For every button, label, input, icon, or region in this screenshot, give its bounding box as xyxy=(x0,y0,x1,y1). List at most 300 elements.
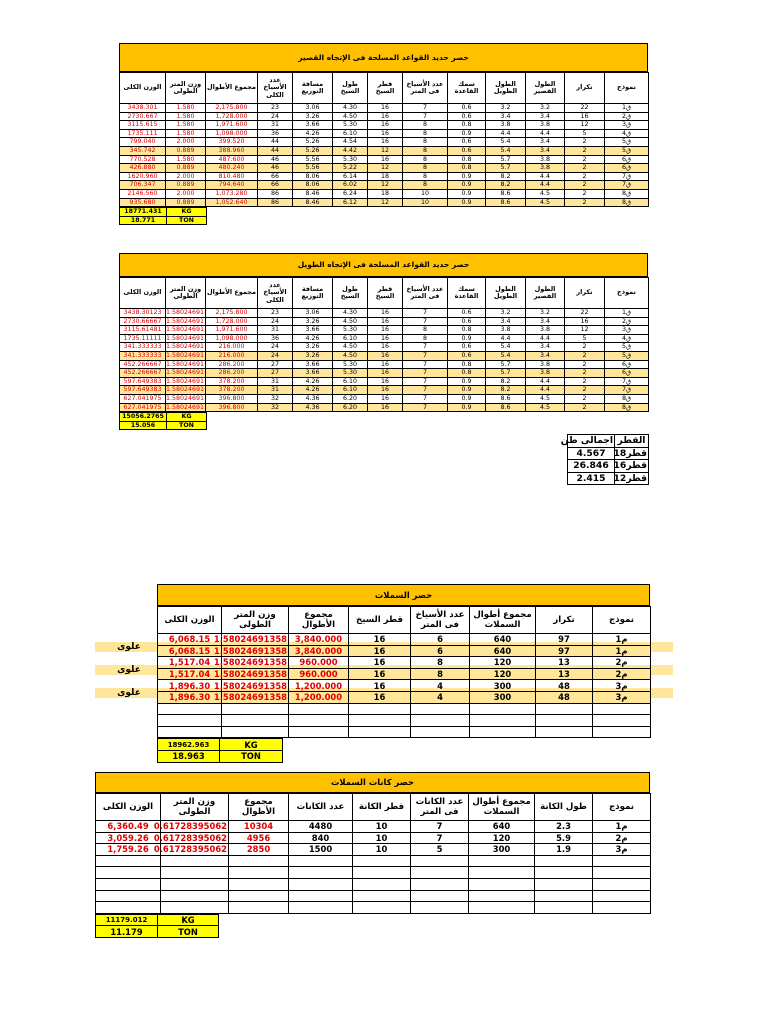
table-cell: 0.889 xyxy=(166,181,206,190)
table-cell: 2.000 xyxy=(166,189,206,198)
empty-cell xyxy=(469,867,535,879)
column-header: مجموع أطوال السملات xyxy=(469,794,535,821)
table-cell: 8 xyxy=(403,164,448,173)
table-cell: 0.8 xyxy=(448,360,486,369)
stirrups-title: حصر كانات السملات xyxy=(95,772,650,793)
table-cell: 16 xyxy=(349,657,411,669)
table-cell: 452.266667 xyxy=(120,369,166,378)
table-cell: 640 xyxy=(470,645,536,657)
table-cell: 4.50 xyxy=(333,343,368,352)
empty-cell xyxy=(229,867,289,879)
empty-cell xyxy=(96,867,161,879)
table-cell: 4.36 xyxy=(293,394,333,403)
short-direction-table xyxy=(119,72,649,207)
table-cell: 1,052.640 xyxy=(206,198,258,207)
table-cell: 6.10 xyxy=(333,386,368,395)
table-cell: 4.30 xyxy=(333,309,368,318)
table-cell: ق7 xyxy=(605,377,649,386)
table-row xyxy=(120,377,649,386)
table-cell: 3,840.000 xyxy=(289,634,349,646)
table-row xyxy=(120,155,649,164)
table-cell: 23 xyxy=(258,104,293,113)
long-direction-table xyxy=(119,277,649,412)
column-header: الطول الطويل xyxy=(486,278,526,309)
table-cell: 960.000 xyxy=(289,657,349,669)
table-cell: 5.7 xyxy=(486,360,526,369)
table-cell: 8 xyxy=(403,326,448,335)
table-cell: 300 xyxy=(470,680,536,692)
column-header: عدد الأسياخ فى المتر xyxy=(403,278,448,309)
table-cell: ق6 xyxy=(605,360,649,369)
short-direction-title: حصر حديد القواعد المسلحة فى الإتجاه القصير xyxy=(119,43,648,72)
column-header: مجموع الأطوال xyxy=(229,794,289,821)
table-cell: 1,759.26 xyxy=(96,844,161,856)
table-cell: 1.58024691358 xyxy=(213,634,287,645)
table-cell: ق6 xyxy=(605,155,649,164)
table-cell: 32 xyxy=(258,403,293,412)
table-cell: 627.041975 xyxy=(120,394,166,403)
empty-cell xyxy=(470,703,536,715)
total-kg-value: 18962.963 xyxy=(158,739,220,751)
table-cell: 4.42 xyxy=(333,146,368,155)
table-cell: 5.4 xyxy=(486,146,526,155)
table-row xyxy=(96,821,651,833)
table-cell: 1.58024691358 xyxy=(213,669,287,680)
column-header: سمك القاعدة xyxy=(448,278,486,309)
table-cell: 2.000 xyxy=(166,172,206,181)
table-cell: 7 xyxy=(403,112,448,121)
table-cell: 16 xyxy=(368,360,403,369)
table-cell: 286.200 xyxy=(206,369,258,378)
table-cell: ق8 xyxy=(605,198,649,207)
table-cell: ق6 xyxy=(605,164,649,173)
table-cell: ق8 xyxy=(605,403,649,412)
table-cell: 3.4 xyxy=(486,317,526,326)
table-cell: 8 xyxy=(411,657,470,669)
table-cell: 27 xyxy=(258,360,293,369)
column-header: الوزن الكلى xyxy=(158,607,222,634)
table-cell: 6.20 xyxy=(333,403,368,412)
table-cell: 3.26 xyxy=(293,351,333,360)
empty-cell xyxy=(593,703,651,715)
short-direction-totals xyxy=(119,207,207,225)
column-header: قطر السيخ xyxy=(349,607,411,634)
table-cell: 48 xyxy=(536,680,593,692)
table-cell: 1.580 xyxy=(166,121,206,130)
table-cell: 2 xyxy=(565,181,605,190)
empty-row xyxy=(96,878,651,890)
table-cell: 1.58024691 xyxy=(165,377,204,385)
table-cell: 3,840.000 xyxy=(289,645,349,657)
table-row xyxy=(158,668,651,680)
table-cell: 5.30 xyxy=(333,326,368,335)
table-cell: 1.58024691 xyxy=(165,326,204,334)
table-cell: م2 xyxy=(593,668,651,680)
table-cell: 799.040 xyxy=(120,138,166,147)
table-cell: 16 xyxy=(368,129,403,138)
table-cell: 3438.301 xyxy=(120,104,166,113)
table-cell: 1.58024691 xyxy=(165,309,204,317)
table-cell: 1,896.30 xyxy=(158,680,222,692)
table-cell: 388.960 xyxy=(206,146,258,155)
table-cell: 2.415 xyxy=(568,472,615,485)
table-cell: 2 xyxy=(565,369,605,378)
table-cell: 16 xyxy=(368,343,403,352)
table-cell: 2,175.800 xyxy=(206,104,258,113)
table-cell: 7 xyxy=(403,394,448,403)
table-cell: 46 xyxy=(258,164,293,173)
table-cell: 1.58024691 xyxy=(165,395,204,403)
table-cell: 1,517.04 xyxy=(158,668,222,680)
table-cell: 31 xyxy=(258,121,293,130)
table-cell: 935.680 xyxy=(120,198,166,207)
table-cell: 3.8 xyxy=(526,369,565,378)
table-cell: 8 xyxy=(403,129,448,138)
table-cell: 0.8 xyxy=(448,326,486,335)
table-cell: 487.600 xyxy=(206,155,258,164)
table-cell: 5.56 xyxy=(293,164,333,173)
diameter-summary-table xyxy=(560,434,649,485)
table-cell: 24 xyxy=(258,351,293,360)
table-row xyxy=(120,112,649,121)
table-cell: 31 xyxy=(258,386,293,395)
table-cell: 794.640 xyxy=(206,181,258,190)
empty-cell xyxy=(469,878,535,890)
table-cell: 6.10 xyxy=(333,129,368,138)
empty-cell xyxy=(353,890,411,902)
table-cell: ق5 xyxy=(605,343,649,352)
table-cell: 12 xyxy=(368,146,403,155)
table-cell: 1.58024691358 xyxy=(213,680,287,691)
table-cell: 4.4 xyxy=(486,334,526,343)
table-cell: 341.333333 xyxy=(120,343,166,352)
column-header: مجموع الأطوال xyxy=(289,607,349,634)
column-header: تكرار xyxy=(565,73,605,104)
side-label-top: علوى xyxy=(114,688,144,698)
table-cell: م2 xyxy=(593,657,651,669)
table-cell: 4.50 xyxy=(333,112,368,121)
table-cell: 0.6 xyxy=(448,309,486,318)
table-row xyxy=(158,657,651,669)
table-cell: 960.000 xyxy=(289,668,349,680)
column-header: تكرار xyxy=(565,278,605,309)
table-cell: 66 xyxy=(258,181,293,190)
table-cell: 8.06 xyxy=(293,172,333,181)
total-kg-value: 11179.012 xyxy=(96,914,158,926)
table-cell: 2 xyxy=(565,351,605,360)
table-cell: 3.8 xyxy=(526,326,565,335)
table-cell: 0.6 xyxy=(448,112,486,121)
table-cell: 5.30 xyxy=(333,121,368,130)
empty-cell xyxy=(593,726,651,738)
table-cell: 8.6 xyxy=(486,198,526,207)
table-cell: 4.26 xyxy=(293,377,333,386)
table-cell: 6.10 xyxy=(333,334,368,343)
empty-cell xyxy=(593,867,651,879)
table-cell: 6 xyxy=(411,645,470,657)
table-cell: 7 xyxy=(403,343,448,352)
table-row xyxy=(568,460,649,473)
table-row xyxy=(120,351,649,360)
column-header: نموذج xyxy=(593,607,651,634)
table-row xyxy=(96,832,651,844)
empty-cell xyxy=(161,890,229,902)
empty-cell xyxy=(289,703,349,715)
table-cell: ق3 xyxy=(605,121,649,130)
table-cell: قطر12 xyxy=(613,472,647,484)
table-cell: 3.4 xyxy=(526,351,565,360)
table-row xyxy=(120,386,649,395)
table-cell: 18 xyxy=(368,172,403,181)
table-cell: 3438.30123 xyxy=(120,309,166,318)
empty-cell xyxy=(411,867,469,879)
table-cell: 5.26 xyxy=(293,138,333,147)
table-cell: 4.4 xyxy=(526,172,565,181)
table-cell: 1.580 xyxy=(166,112,206,121)
column-header: الطول القصير xyxy=(526,278,565,309)
table-cell: 5.26 xyxy=(293,146,333,155)
empty-row xyxy=(158,726,651,738)
table-cell: 12 xyxy=(368,164,403,173)
table-cell: 7 xyxy=(403,360,448,369)
column-header: الوزن الكلى xyxy=(120,73,166,104)
empty-cell xyxy=(289,902,353,914)
table-cell: 1,728.000 xyxy=(206,317,258,326)
table-cell: 2730.667 xyxy=(120,112,166,121)
empty-cell xyxy=(96,878,161,890)
table-cell: 16 xyxy=(349,668,411,680)
table-cell: 4.26 xyxy=(293,334,333,343)
table-cell: 4.50 xyxy=(333,351,368,360)
table-cell: 6.14 xyxy=(333,172,368,181)
table-cell: 4.26 xyxy=(293,386,333,395)
table-cell: 10304 xyxy=(229,821,289,833)
table-cell: 2 xyxy=(565,198,605,207)
table-row xyxy=(120,121,649,130)
table-cell: 3115.61481 xyxy=(120,326,166,335)
table-cell: 8.2 xyxy=(486,377,526,386)
table-cell: 3.2 xyxy=(486,104,526,113)
table-cell: 1,098.000 xyxy=(206,129,258,138)
total-kg-value: 15056.2765 xyxy=(120,413,167,422)
table-cell: 452.266667 xyxy=(120,360,166,369)
table-cell: 16 xyxy=(349,645,411,657)
table-cell: 3.66 xyxy=(293,326,333,335)
empty-cell xyxy=(411,890,469,902)
table-cell: 5.7 xyxy=(486,164,526,173)
ton-unit-label: TON xyxy=(220,750,283,762)
table-cell: 1.580 xyxy=(166,155,206,164)
table-cell: 10 xyxy=(353,821,411,833)
table-cell: 3.4 xyxy=(526,138,565,147)
long-direction-totals xyxy=(119,412,207,430)
column-header: طول السيخ xyxy=(333,278,368,309)
stirrups-block xyxy=(95,772,650,938)
total-ton-value: 11.179 xyxy=(96,926,158,938)
table-cell: قطر18 xyxy=(613,447,647,459)
table-cell: 16 xyxy=(368,394,403,403)
empty-cell xyxy=(411,878,469,890)
table-cell: 2 xyxy=(565,403,605,412)
empty-cell xyxy=(593,878,651,890)
table-cell: 2 xyxy=(565,138,605,147)
column-header: قطر الكانة xyxy=(353,794,411,821)
empty-cell xyxy=(535,855,593,867)
table-cell: 4.5 xyxy=(526,394,565,403)
empty-cell xyxy=(411,726,470,738)
empty-cell xyxy=(289,715,349,727)
table-cell: 2146.560 xyxy=(120,189,166,198)
table-cell: 0.9 xyxy=(448,189,486,198)
table-cell: 4.4 xyxy=(486,129,526,138)
table-cell: ق5 xyxy=(605,351,649,360)
table-cell: 2.000 xyxy=(166,138,206,147)
table-cell: 480.240 xyxy=(206,164,258,173)
table-cell: ق8 xyxy=(605,394,649,403)
empty-row xyxy=(158,703,651,715)
table-row xyxy=(120,172,649,181)
table-cell: 6,068.15 xyxy=(158,645,222,657)
table-cell: 8 xyxy=(411,668,470,680)
table-cell: 5.30 xyxy=(333,369,368,378)
table-cell: 2 xyxy=(565,343,605,352)
table-cell: 3.8 xyxy=(486,121,526,130)
table-cell: 3.26 xyxy=(293,112,333,121)
table-row xyxy=(120,403,649,412)
table-cell: 2 xyxy=(565,386,605,395)
column-header: تكرار xyxy=(536,607,593,634)
long-direction-block xyxy=(119,253,648,430)
table-cell: 5.30 xyxy=(333,155,368,164)
empty-cell xyxy=(222,726,289,738)
table-cell: 22 xyxy=(565,309,605,318)
table-cell: 1.58024691 xyxy=(165,386,204,394)
table-cell: 1,200.000 xyxy=(289,680,349,692)
table-cell: 8 xyxy=(403,181,448,190)
table-cell: 6,068.15 xyxy=(158,634,222,646)
table-cell: 286.200 xyxy=(206,360,258,369)
column-header: نموذج xyxy=(605,73,649,104)
column-header: وزن المتر الطولى xyxy=(161,794,229,821)
table-cell: 3.66 xyxy=(293,360,333,369)
table-cell: 396.800 xyxy=(206,394,258,403)
table-row xyxy=(120,138,649,147)
table-cell: 3.8 xyxy=(526,164,565,173)
empty-row xyxy=(96,902,651,914)
table-row xyxy=(120,360,649,369)
table-cell: 8 xyxy=(403,334,448,343)
kg-unit-label: KG xyxy=(220,739,283,751)
table-cell: 7 xyxy=(403,377,448,386)
table-cell: 216.000 xyxy=(206,343,258,352)
table-cell: 4.54 xyxy=(333,138,368,147)
table-cell: 1,517.04 xyxy=(158,657,222,669)
table-cell: 32 xyxy=(258,394,293,403)
table-cell: 7 xyxy=(411,832,469,844)
table-cell: 6.02 xyxy=(333,181,368,190)
table-cell: 1,728.000 xyxy=(206,112,258,121)
table-cell: 16 xyxy=(368,112,403,121)
empty-cell xyxy=(229,878,289,890)
empty-cell xyxy=(593,890,651,902)
table-row xyxy=(120,334,649,343)
table-cell: 12 xyxy=(565,326,605,335)
side-label-top: علوى xyxy=(114,665,144,675)
table-cell: 341.333333 xyxy=(120,351,166,360)
table-cell: 16 xyxy=(368,138,403,147)
table-cell: 1.58024691 xyxy=(165,369,204,377)
empty-row xyxy=(158,715,651,727)
empty-cell xyxy=(289,855,353,867)
header-row xyxy=(120,278,649,309)
table-cell: 16 xyxy=(368,104,403,113)
empty-cell xyxy=(470,715,536,727)
table-cell: م1 xyxy=(593,634,651,646)
empty-cell xyxy=(161,878,229,890)
column-header: اجمالى طن xyxy=(560,435,613,447)
column-header: وزن المتر الطولى xyxy=(166,278,206,309)
table-cell: 5.4 xyxy=(486,138,526,147)
table-cell: 1.58024691 xyxy=(165,343,204,351)
column-header: سمك القاعدة xyxy=(448,73,486,104)
column-header: عدد الكانات xyxy=(289,794,353,821)
table-cell: 0.8 xyxy=(448,164,486,173)
empty-cell xyxy=(289,890,353,902)
table-row xyxy=(120,198,649,207)
table-cell: 840 xyxy=(289,832,353,844)
column-header: عدد الأسياخ فى المتر xyxy=(411,607,470,634)
table-cell: ق2 xyxy=(605,112,649,121)
header-row xyxy=(120,73,649,104)
table-cell: 16 xyxy=(368,369,403,378)
table-cell: 5.56 xyxy=(293,155,333,164)
table-cell: 5.7 xyxy=(486,369,526,378)
empty-cell xyxy=(411,703,470,715)
table-cell: 396.800 xyxy=(206,403,258,412)
table-cell: 378.200 xyxy=(206,386,258,395)
table-cell: ق1 xyxy=(605,309,649,318)
table-cell: 16 xyxy=(368,317,403,326)
column-header: عدد الكانات فى المتر xyxy=(411,794,469,821)
table-cell: 3.8 xyxy=(526,155,565,164)
empty-cell xyxy=(353,867,411,879)
column-header: طول الكانة xyxy=(535,794,593,821)
table-cell: 5.7 xyxy=(486,155,526,164)
stirrups-table xyxy=(95,793,651,914)
table-cell: 4.5 xyxy=(526,403,565,412)
table-cell: 1.58024691358 xyxy=(213,692,287,703)
table-cell: 31 xyxy=(258,377,293,386)
table-cell: 0.889 xyxy=(166,146,206,155)
table-cell: 86 xyxy=(258,189,293,198)
table-cell: 27 xyxy=(258,369,293,378)
table-cell: 8.46 xyxy=(293,189,333,198)
empty-cell xyxy=(289,726,349,738)
table-cell: ق4 xyxy=(605,334,649,343)
table-row xyxy=(120,309,649,318)
table-cell: 46 xyxy=(258,155,293,164)
table-cell: 8 xyxy=(403,146,448,155)
table-cell: 0.8 xyxy=(448,121,486,130)
table-cell: 86 xyxy=(258,198,293,207)
empty-row xyxy=(96,855,651,867)
table-cell: 16 xyxy=(368,351,403,360)
empty-cell xyxy=(229,902,289,914)
header-row xyxy=(96,794,651,821)
table-cell: 3.26 xyxy=(293,317,333,326)
empty-cell xyxy=(96,890,161,902)
empty-cell xyxy=(536,703,593,715)
